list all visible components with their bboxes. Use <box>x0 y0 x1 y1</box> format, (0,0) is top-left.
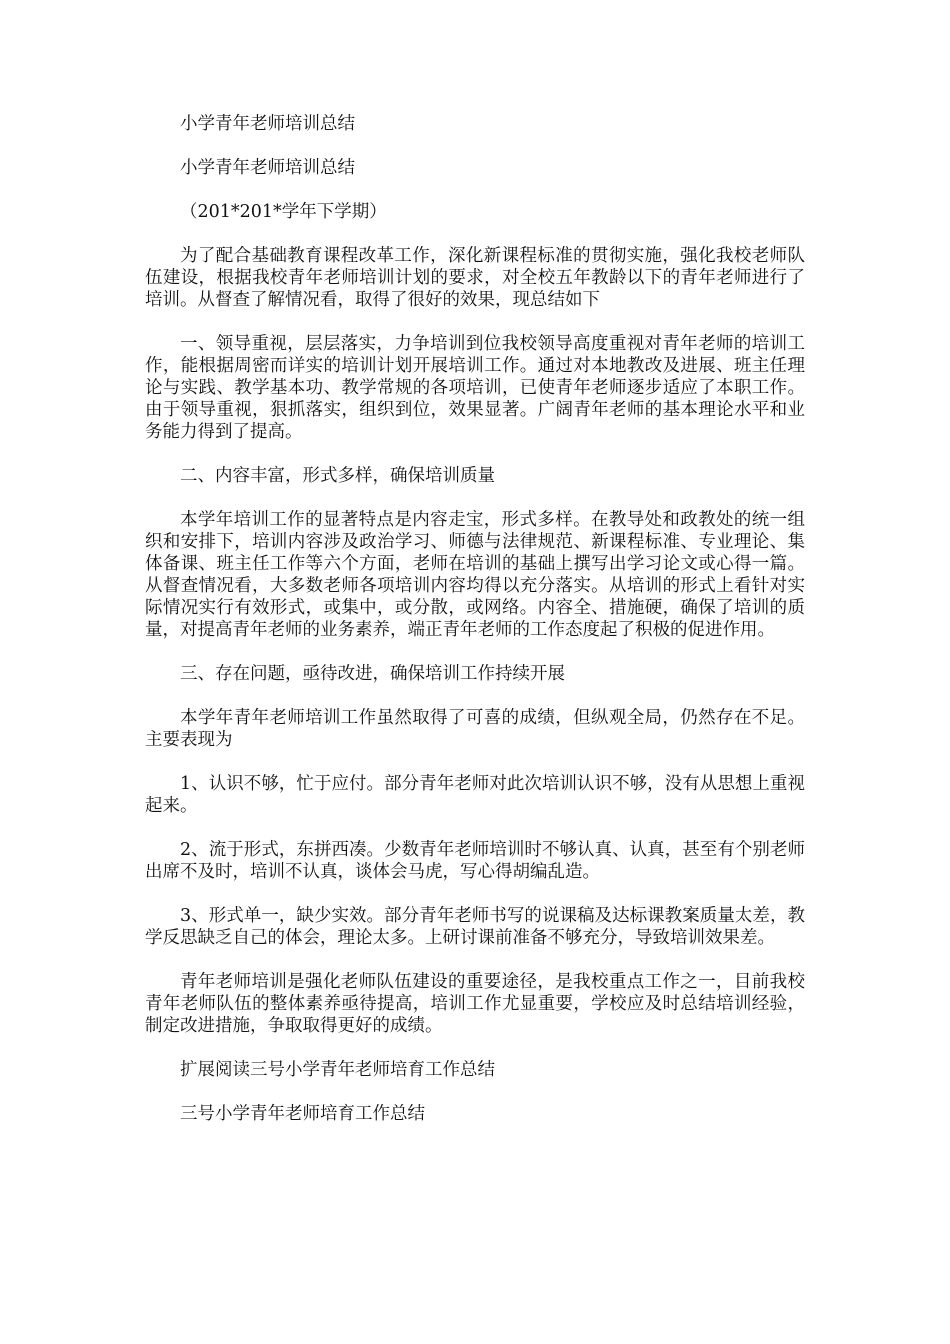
term-label: （201*201*学年下学期） <box>180 202 387 222</box>
extended-reading-title: 三号小学青年老师培育工作总结 <box>180 1104 425 1124</box>
section-3-heading: 三、存在问题，亟待改进，确保培训工作持续开展 <box>180 664 565 684</box>
section-1-paragraph: 一、领导重视，层层落实，力争培训到位我校领导高度重视对青年老师的培训工作，能根据周密而详实的培训计划开展培训工作。通过对本地教改及进展、班主任理论与实践、教学基本功、教学常规的各项培训，已使青年老师逐步适应了本职工作。由于领导重视，狠抓落实，组织到位，效果显著。广阔青年老师的基本理论水平和业务能力得到了提高。 <box>145 334 805 442</box>
section-3-paragraph: 本学年青年老师培训工作虽然取得了可喜的成绩，但纵观全局，仍然存在不足。主要表现为 <box>145 708 805 750</box>
document-body <box>145 113 805 1147</box>
issue-3-paragraph: 3、形式单一，缺少实效。部分青年老师书写的说课稿及达标课教案质量太差，教学反思缺乏自己的体会，理论太多。上研讨课前准备不够充分，导致培训效果差。 <box>145 906 805 948</box>
document-subtitle: 小学青年老师培训总结 <box>180 158 355 178</box>
issue-1-paragraph: 1、认识不够，忙于应付。部分青年老师对此次培训认识不够，没有从思想上重视起来。 <box>145 774 805 816</box>
section-2-heading: 二、内容丰富，形式多样，确保培训质量 <box>180 466 495 486</box>
issue-2-paragraph: 2、流于形式，东拼西凑。少数青年老师培训时不够认真、认真，甚至有个别老师出席不及时，培训不认真，谈体会马虎，写心得胡编乱造。 <box>145 840 805 882</box>
extended-reading-heading: 扩展阅读三号小学青年老师培育工作总结 <box>180 1060 495 1080</box>
section-2-paragraph: 本学年培训工作的显著特点是内容走宝，形式多样。在教导处和政教处的统一组织和安排下，培训内容涉及政治学习、师德与法律规范、新课程标准、专业理论、集体备课、班主任工作等六个方面，老师在培训的基础上撰写出学习论文或心得一篇。从督查情况看，大多数老师各项培训内容均得以充分落实。从培训的形式上看针对实际情况实行有效形式，或集中，或分散，或网络。内容全、措施硬，确保了培训的质量，对提高青年老师的业务素养，端正青年老师的工作态度起了积极的促进作用。 <box>145 510 805 640</box>
document-title: 小学青年老师培训总结 <box>180 114 355 134</box>
conclusion-paragraph: 青年老师培训是强化老师队伍建设的重要途径，是我校重点工作之一，目前我校青年老师队伍的整体素养亟待提高，培训工作尤显重要，学校应及时总结培训经验，制定改进措施，争取取得更好的成绩。 <box>145 972 805 1036</box>
intro-paragraph: 为了配合基础教育课程改革工作，深化新课程标准的贯彻实施，强化我校老师队伍建设，根据我校青年老师培训计划的要求，对全校五年教龄以下的青年老师进行了培训。从督查了解情况看，取得了很好的效果，现总结如下 <box>145 246 805 310</box>
